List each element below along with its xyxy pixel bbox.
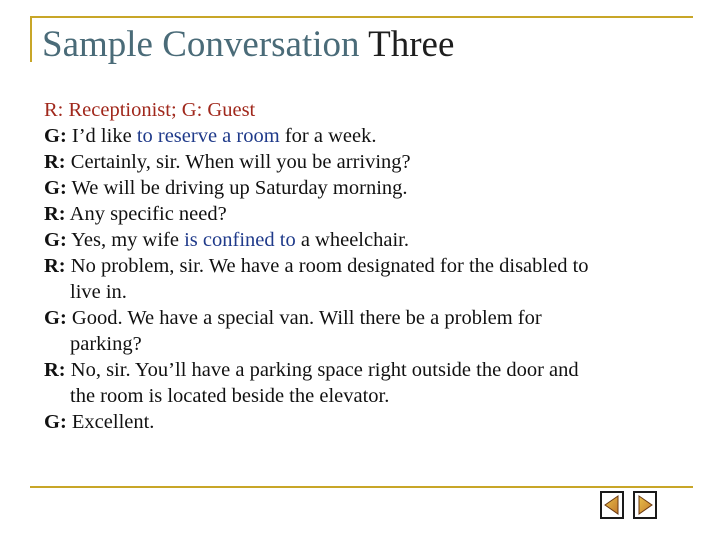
dialogue-line-5: [44, 227, 689, 253]
speaker-label: G:: [44, 229, 67, 251]
line-text: a wheelchair.: [295, 229, 409, 251]
line-text: for a week.: [279, 125, 377, 147]
conversation-body: [44, 97, 689, 435]
speaker-label: G:: [44, 177, 67, 199]
line-text-continued: parking?: [70, 333, 142, 355]
slide-frame-bottom: [30, 486, 693, 488]
speaker-label: R:: [44, 359, 66, 381]
dialogue-line-7: [44, 305, 689, 357]
dialogue-line-6: [44, 253, 689, 305]
line-text-continued: the room is located beside the elevator.: [70, 385, 390, 407]
line-text-continued: live in.: [70, 281, 127, 303]
dialogue-line-8: [44, 357, 689, 409]
title-rest: Three: [359, 24, 455, 65]
line-text: Any specific need?: [65, 203, 227, 225]
highlighted-phrase: is confined to: [184, 229, 296, 251]
slide-title: [42, 24, 454, 67]
slide-frame-top: [30, 16, 693, 18]
previous-slide-button[interactable]: [600, 491, 624, 519]
triangle-right-icon: [635, 493, 655, 517]
speaker-label: G:: [44, 307, 67, 329]
dialogue-line-3: [44, 175, 689, 201]
title-accent: Sample Conversation: [42, 24, 360, 65]
speaker-label: R:: [44, 151, 66, 173]
dialogue-line-2: [44, 149, 689, 175]
speaker-label: R:: [44, 255, 66, 277]
speaker-legend: R: Receptionist; G: Guest: [44, 99, 256, 121]
speaker-label: G:: [44, 411, 67, 433]
triangle-left-icon: [602, 493, 622, 517]
line-text: No problem, sir. We have a room designated for the disabled to: [65, 255, 589, 277]
dialogue-line-9: [44, 409, 689, 435]
next-slide-button[interactable]: [633, 491, 657, 519]
line-text: Certainly, sir. When will you be arriving?: [65, 151, 411, 173]
line-text: Good. We have a special van. Will there be a problem for: [66, 307, 542, 329]
speaker-label: G:: [44, 125, 67, 147]
line-text: Yes, my wife: [66, 229, 185, 251]
line-text: Excellent.: [66, 411, 155, 433]
slide-frame-left: [30, 16, 32, 62]
line-text: No, sir. You’ll have a parking space right outside the door and: [65, 359, 579, 381]
line-text: I’d like: [66, 125, 137, 147]
highlighted-phrase: to reserve a room: [136, 125, 280, 147]
line-text: We will be driving up Saturday morning.: [66, 177, 408, 199]
dialogue-line-4: [44, 201, 689, 227]
speaker-label: R:: [44, 203, 66, 225]
dialogue-line-1: [44, 123, 689, 149]
